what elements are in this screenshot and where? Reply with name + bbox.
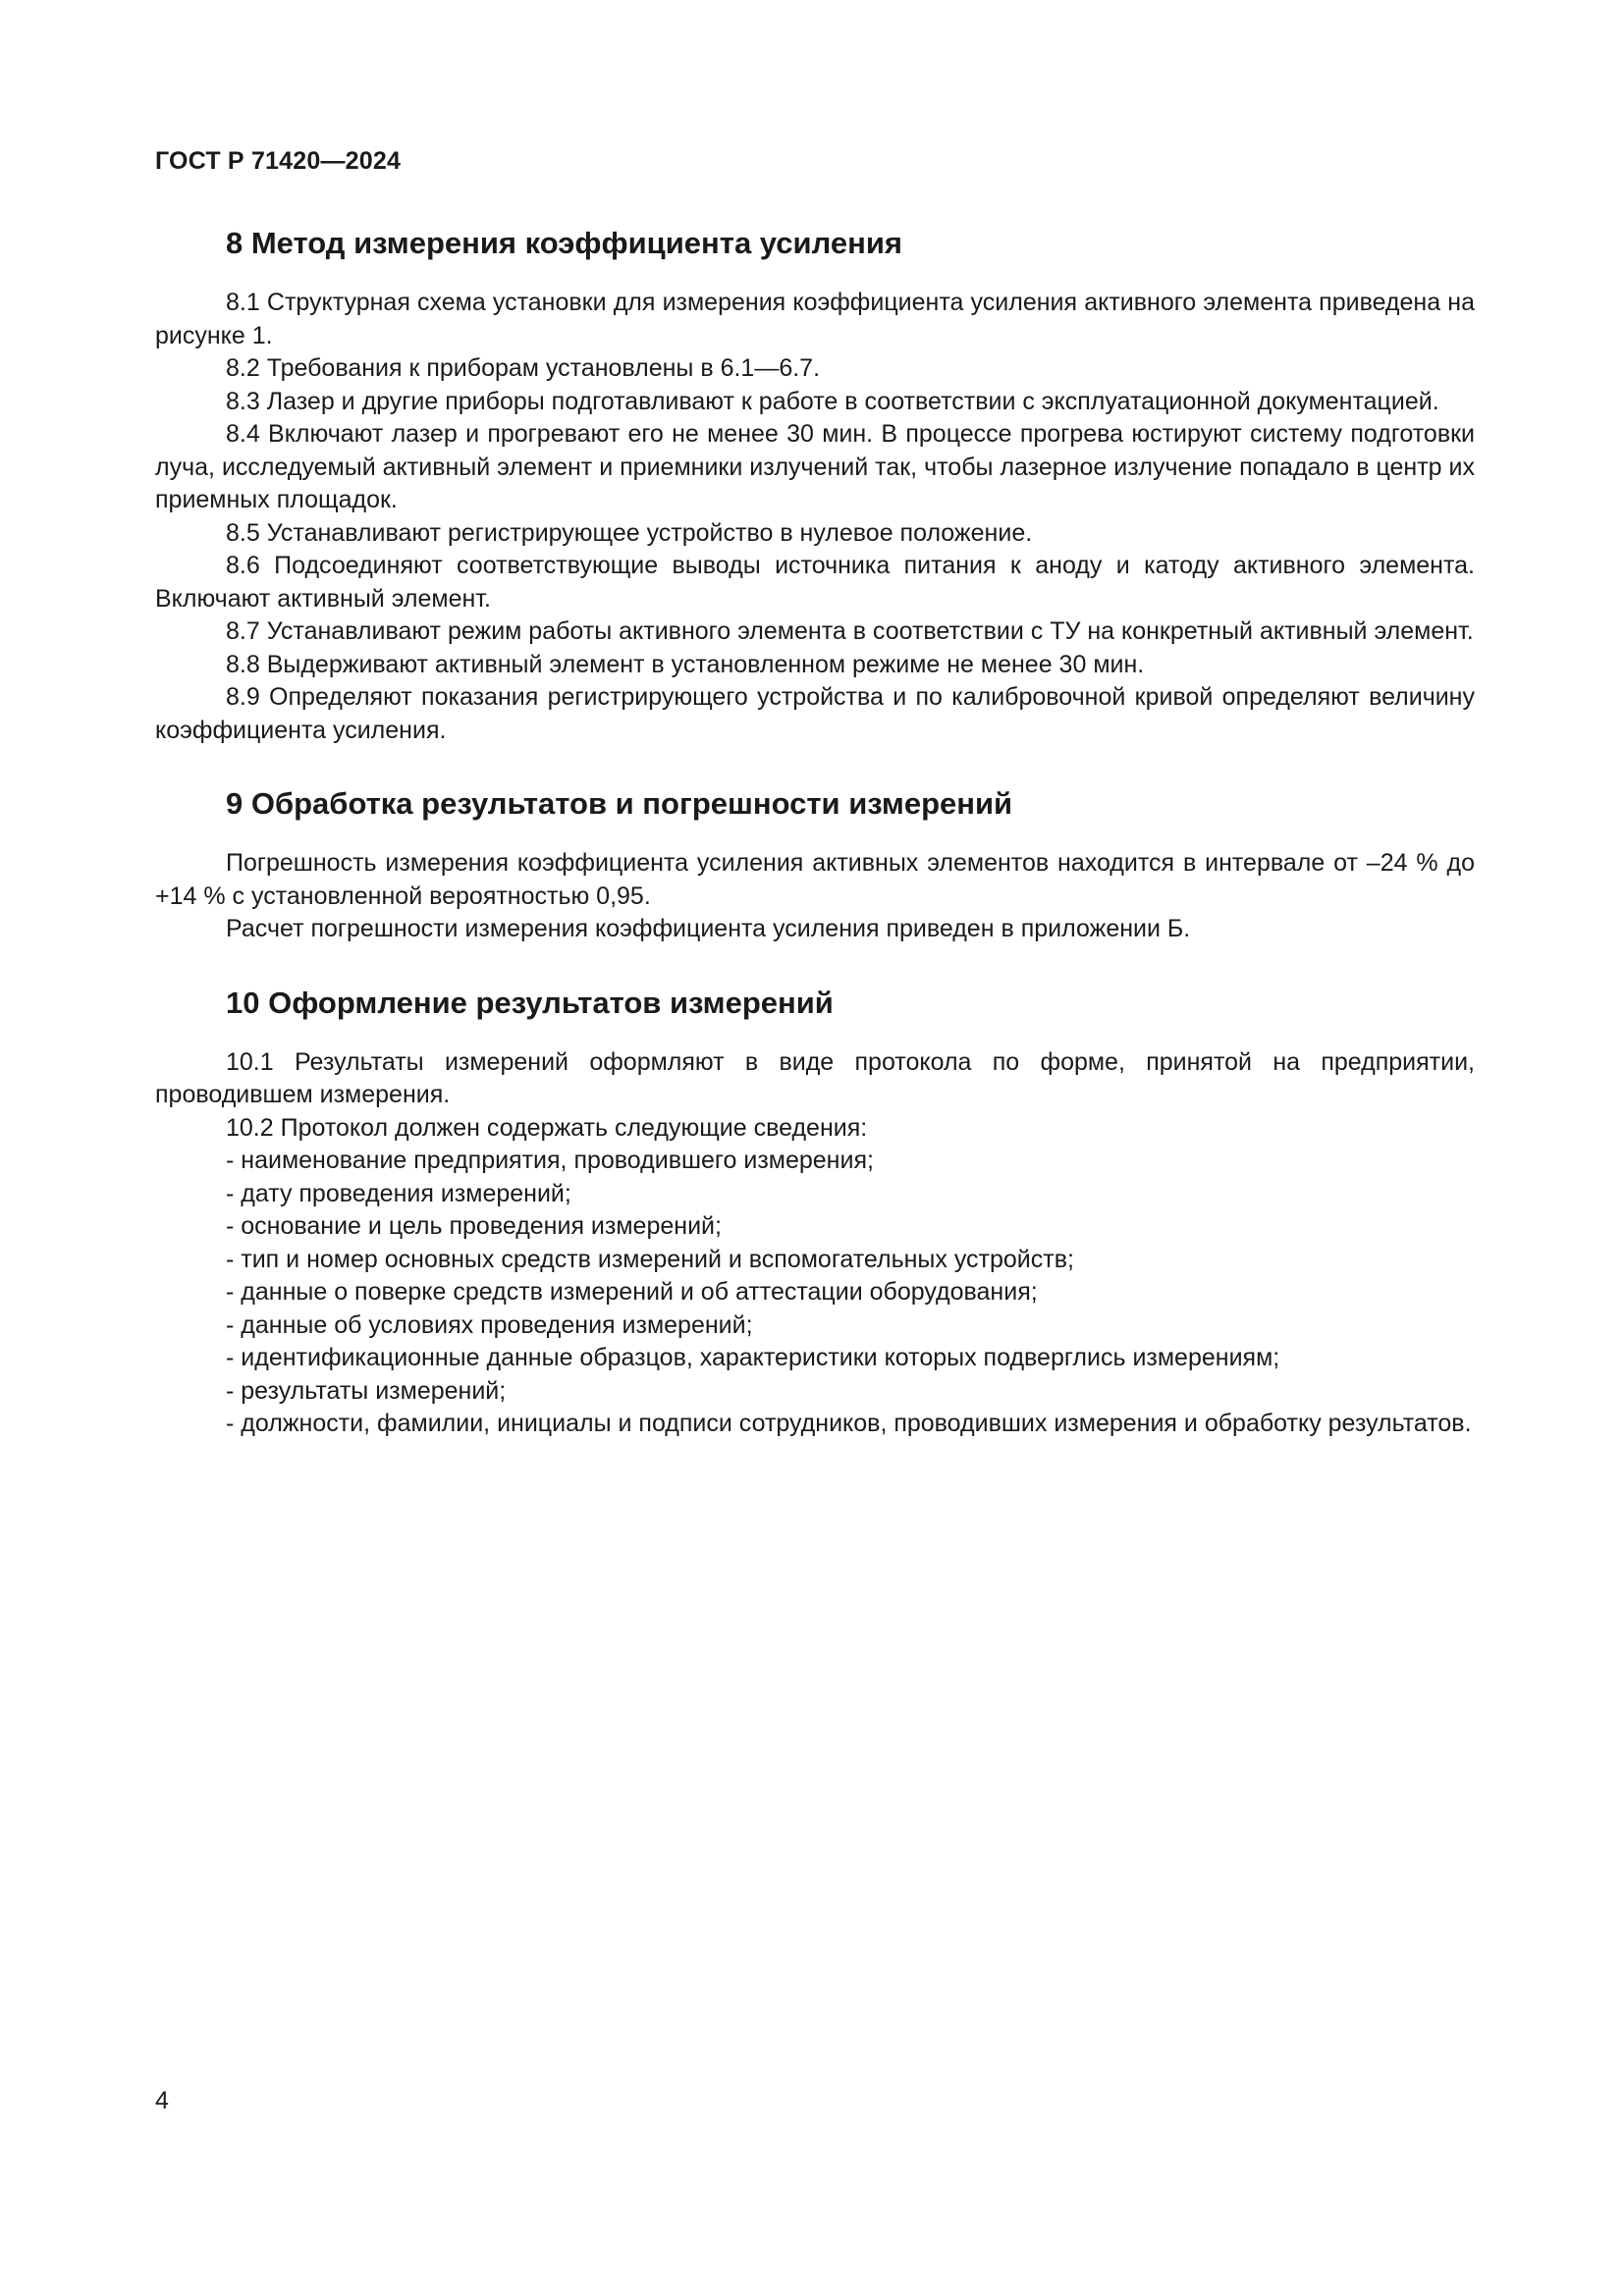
paragraph-8-2: 8.2 Требования к приборам установлены в 6.1—6.7. — [226, 354, 821, 382]
paragraph-8-5: 8.5 Устанавливают регистрирующее устройство в нулевое положение. — [226, 518, 1033, 547]
page-number: 4 — [155, 2087, 169, 2114]
paragraph-8-3: 8.3 Лазер и другие приборы подготавливают к работе в соответствии с эксплуатационной документацией. — [226, 387, 1439, 415]
list-item: - основание и цель проведения измерений; — [226, 1212, 722, 1240]
list-item: - наименование предприятия, проводившего измерения; — [226, 1147, 874, 1174]
section-8-title: 8 Метод измерения коэффициента усиления — [226, 226, 902, 260]
paragraph-9-error-interval: Погрешность измерения коэффициента усиления активных элементов находится в интервале от –24 % до +14 % с установленной вероятностью 0,95. — [155, 849, 1475, 910]
paragraph-8-6: 8.6 Подсоединяют соответствующие выводы источника питания к аноду и катоду активного элемента. Включают активный элемент. — [155, 552, 1475, 613]
paragraph-8-7: 8.7 Устанавливают режим работы активного элемента в соответствии с ТУ на конкретный активный элемент. — [226, 617, 1474, 645]
list-item: - дату проведения измерений; — [226, 1179, 571, 1207]
paragraph-10-2: 10.2 Протокол должен содержать следующие сведения: — [226, 1113, 868, 1142]
list-item: - данные о поверке средств измерений и об аттестации оборудования; — [226, 1278, 1038, 1306]
list-item: - идентификационные данные образцов, характеристики которых подверглись измерениям; — [226, 1344, 1280, 1371]
paragraph-8-8: 8.8 Выдерживают активный элемент в установленном режиме не менее 30 мин. — [226, 650, 1145, 678]
section-8-body — [155, 287, 1475, 747]
list-item: - тип и номер основных средств измерений и вспомогательных устройств; — [226, 1245, 1074, 1273]
section-10-title: 10 Оформление результатов измерений — [226, 985, 834, 1020]
paragraph-8-4: 8.4 Включают лазер и прогревают его не менее 30 мин. В процессе прогрева юстируют систему подготовки луча, исследуемый активный элемент и приемники излучений так, чтобы лазерное излучение попадало в центр их приемных площадок. — [155, 420, 1475, 513]
document-body — [155, 224, 1475, 1441]
paragraph-9-calculation-reference: Расчет погрешности измерения коэффициента усиления приведен в приложении Б. — [226, 915, 1191, 942]
section-10-body — [155, 1046, 1475, 1441]
list-item: - данные об условиях проведения измерений; — [226, 1310, 753, 1339]
paragraph-8-9: 8.9 Определяют показания регистрирующего устройства и по калибровочной кривой определяют величину коэффициента усиления. — [155, 683, 1475, 744]
section-9-title: 9 Обработка результатов и погрешности измерений — [226, 786, 1013, 821]
document-code-header: ГОСТ Р 71420—2024 — [155, 147, 402, 175]
list-item: - должности, фамилии, инициалы и подписи сотрудников, проводивших измерения и обработку результатов. — [226, 1410, 1472, 1437]
section-9-body — [155, 847, 1475, 946]
list-item: - результаты измерений; — [226, 1376, 507, 1405]
paragraph-8-1: 8.1 Структурная схема установки для измерения коэффициента усиления активного элемента приведена на рисунке 1. — [155, 289, 1475, 349]
paragraph-10-1: 10.1 Результаты измерений оформляют в виде протокола по форме, принятой на предприятии, проводившем измерения. — [155, 1047, 1475, 1108]
